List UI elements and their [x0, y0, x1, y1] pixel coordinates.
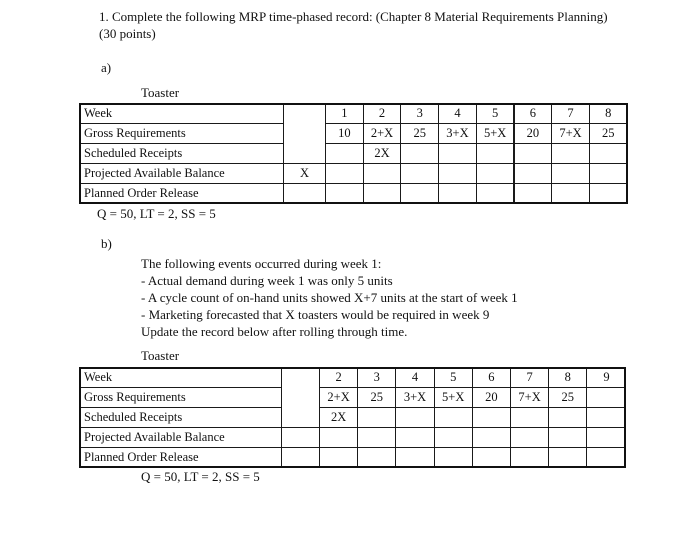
- gross-requirement-cell: 2+X: [363, 123, 402, 144]
- planned-order-release-cell: [319, 447, 358, 468]
- projected-balance-cell: [476, 163, 515, 184]
- scheduled-receipt-cell: [434, 407, 473, 428]
- week-cell: 7: [510, 367, 549, 388]
- gross-requirement-cell: 25: [548, 387, 587, 408]
- planned-order-release-cell: [395, 447, 434, 468]
- scheduled-receipt-cell: [551, 143, 590, 164]
- projected-balance-cell: [514, 163, 553, 184]
- scheduled-receipt-cell: [514, 143, 553, 164]
- gross-requirement-cell: 2+X: [319, 387, 358, 408]
- projected-balance-cell: [586, 427, 625, 448]
- scheduled-receipt-cell: [472, 407, 511, 428]
- planned-order-release-cell: [434, 447, 473, 468]
- planned-order-release-cell: [551, 183, 590, 204]
- gross-requirement-cell: 20: [472, 387, 511, 408]
- scheduled-receipt-cell: [438, 143, 477, 164]
- scheduled-receipt-cell: [395, 407, 434, 428]
- gross-requirement-cell: 25: [400, 123, 439, 144]
- part-b-events: [141, 255, 518, 340]
- planned-order-release-cell: [472, 447, 511, 468]
- events-line: - Actual demand during week 1 was only 5 units: [141, 273, 393, 288]
- projected-balance-cell: [325, 163, 364, 184]
- row-label: Projected Available Balance: [79, 427, 282, 448]
- week-cell: 4: [438, 103, 477, 124]
- week-cell: 5: [434, 367, 473, 388]
- week-cell: 8: [589, 103, 628, 124]
- scheduled-receipt-cell: [510, 407, 549, 428]
- gross-requirement-cell: 3+X: [395, 387, 434, 408]
- scheduled-receipt-cell: [400, 143, 439, 164]
- row-label: Gross Requirements: [79, 387, 282, 408]
- planned-order-release-cell: [476, 183, 515, 204]
- row-label: Planned Order Release: [79, 447, 282, 468]
- scheduled-receipt-cell: [476, 143, 515, 164]
- part-a-label: a): [101, 60, 112, 75]
- initial-balance-cell: X: [283, 163, 326, 184]
- planned-order-release-cell: [438, 183, 477, 204]
- scheduled-receipt-cell: 2X: [319, 407, 358, 428]
- question-title: 1. Complete the following MRP time-phased record: (Chapter 8 Material Requirements Planning) (30 points): [99, 9, 608, 41]
- week-cell: 3: [400, 103, 439, 124]
- projected-balance-cell: [363, 163, 402, 184]
- gross-requirement-cell: 7+X: [510, 387, 549, 408]
- week-cell: 2: [319, 367, 358, 388]
- week-cell: 6: [472, 367, 511, 388]
- row-label: Projected Available Balance: [79, 163, 284, 184]
- week-cell: 3: [357, 367, 396, 388]
- part-b-item-name: Toaster: [141, 348, 180, 363]
- events-line: - A cycle count of on-hand units showed X+7 units at the start of week 1: [141, 290, 518, 305]
- projected-balance-cell: [510, 427, 549, 448]
- part-b-parameters: Q = 50, LT = 2, SS = 5: [141, 469, 260, 484]
- row-label: Week: [79, 103, 284, 124]
- events-line: - Marketing forecasted that X toasters would be required in week 9: [141, 307, 490, 322]
- projected-balance-cell: [434, 427, 473, 448]
- week-cell: 4: [395, 367, 434, 388]
- gross-requirement-cell: 5+X: [476, 123, 515, 144]
- projected-balance-cell: [357, 427, 396, 448]
- scheduled-receipt-cell: [548, 407, 587, 428]
- scheduled-receipt-cell: [325, 143, 364, 164]
- events-line: Update the record below after rolling through time.: [141, 324, 408, 339]
- week-cell: 1: [325, 103, 364, 124]
- scheduled-receipt-cell: [589, 143, 628, 164]
- initial-balance-cell: [281, 427, 320, 448]
- planned-order-release-cell: [400, 183, 439, 204]
- week-cell: 5: [476, 103, 515, 124]
- planned-order-release-cell: [510, 447, 549, 468]
- planned-order-release-cell: [589, 183, 628, 204]
- projected-balance-cell: [395, 427, 434, 448]
- week-cell: 7: [551, 103, 590, 124]
- planned-order-release-cell: [514, 183, 553, 204]
- scheduled-receipt-cell: [357, 407, 396, 428]
- week-cell: 2: [363, 103, 402, 124]
- scheduled-receipt-cell: [586, 407, 625, 428]
- week-cell: 8: [548, 367, 587, 388]
- planned-order-release-cell: [548, 447, 587, 468]
- gross-requirement-cell: 10: [325, 123, 364, 144]
- planned-order-release-cell: [586, 447, 625, 468]
- row-label: Scheduled Receipts: [79, 407, 282, 428]
- projected-balance-cell: [548, 427, 587, 448]
- gross-requirement-cell: 25: [357, 387, 396, 408]
- projected-balance-cell: [472, 427, 511, 448]
- part-a-item-name: Toaster: [141, 85, 180, 100]
- week-cell: 6: [514, 103, 553, 124]
- projected-balance-cell: [438, 163, 477, 184]
- row-label: Scheduled Receipts: [79, 143, 284, 164]
- gross-requirement-cell: [586, 387, 625, 408]
- gross-requirement-cell: 25: [589, 123, 628, 144]
- row-label: Gross Requirements: [79, 123, 284, 144]
- row-label: Planned Order Release: [79, 183, 284, 204]
- planned-order-release-cell: [363, 183, 402, 204]
- events-line: The following events occurred during week 1:: [141, 256, 382, 271]
- projected-balance-cell: [551, 163, 590, 184]
- week-cell: 9: [586, 367, 625, 388]
- row-label: Week: [79, 367, 282, 388]
- projected-balance-cell: [319, 427, 358, 448]
- part-b-label: b): [101, 236, 112, 251]
- gross-requirement-cell: 3+X: [438, 123, 477, 144]
- planned-order-release-cell: [357, 447, 396, 468]
- part-a-parameters: Q = 50, LT = 2, SS = 5: [97, 206, 216, 221]
- gross-requirement-cell: 20: [514, 123, 553, 144]
- gross-requirement-cell: 7+X: [551, 123, 590, 144]
- scheduled-receipt-cell: 2X: [363, 143, 402, 164]
- gross-requirement-cell: 5+X: [434, 387, 473, 408]
- projected-balance-cell: [589, 163, 628, 184]
- planned-order-release-cell: [325, 183, 364, 204]
- projected-balance-cell: [400, 163, 439, 184]
